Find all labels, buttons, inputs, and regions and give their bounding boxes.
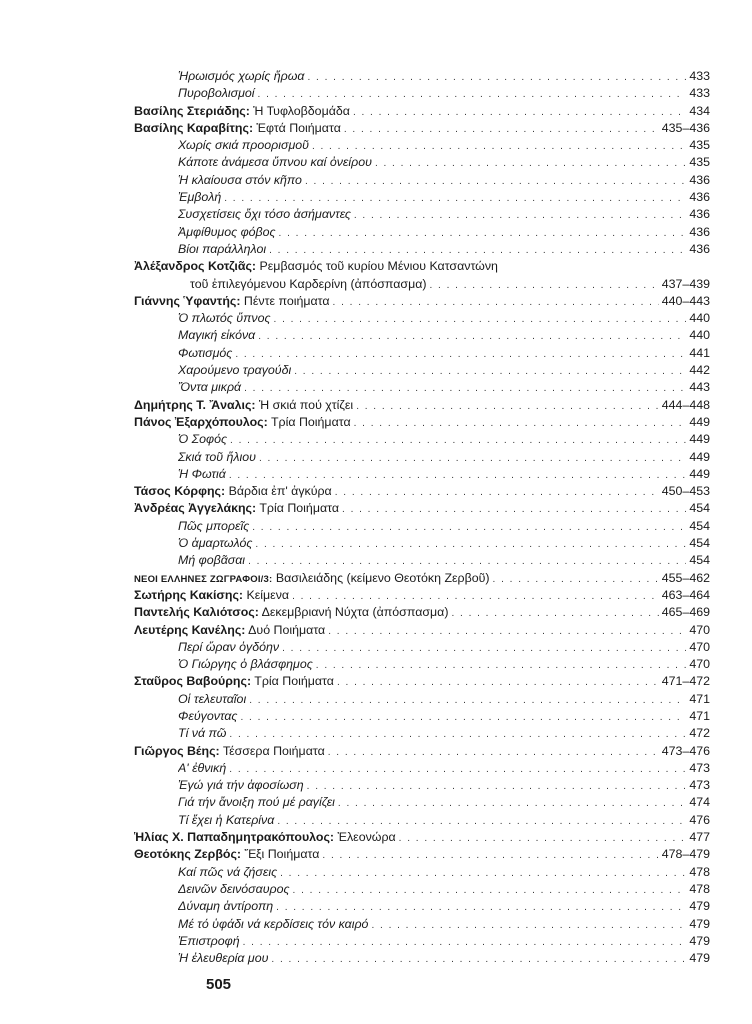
- dot-leader: [240, 709, 686, 725]
- author-entry: [134, 846, 322, 863]
- poem-title: Βίοι παράλληλοι: [178, 241, 267, 256]
- author-entry: [134, 587, 292, 604]
- toc-entry: [0, 500, 752, 517]
- poem-title: Ἐγώ γιά τήν ἀφοσίωση: [178, 778, 304, 793]
- author-entry: [134, 622, 328, 639]
- toc-entry: [0, 950, 752, 967]
- toc-entry: [0, 397, 752, 414]
- page-ref: 479: [689, 951, 710, 966]
- toc-entry: [0, 483, 752, 500]
- poem-title: Ὁ ἁμαρτωλός: [178, 536, 253, 551]
- page-ref: 479: [689, 933, 710, 948]
- page-ref: 433: [689, 86, 710, 101]
- work-title: Βασιλειάδης (κείμενο Θεοτόκη Ζερβοῦ): [275, 570, 490, 585]
- poem-title: Κάποτε ἀνάμεσα ὕπνου καί ὀνείρου: [178, 155, 372, 170]
- author-name: Γιάννης Ὑφαντής:: [134, 293, 241, 308]
- dot-leader: [230, 432, 686, 448]
- author-entry: [134, 258, 501, 275]
- author-entry: [134, 829, 399, 846]
- dot-leader: [255, 536, 686, 552]
- poem-title: Ἐπιστροφή: [178, 933, 240, 948]
- page-ref: 449: [689, 449, 710, 464]
- page-ref: 444–448: [661, 397, 710, 412]
- page-ref: 479: [689, 899, 710, 914]
- work-title: Ἡ Τυφλοβδομάδα: [253, 103, 350, 118]
- dot-leader: [274, 311, 687, 327]
- dot-leader: [271, 951, 686, 967]
- dot-leader: [333, 294, 659, 310]
- author-name: Παντελής Καλιότσος:: [134, 605, 259, 620]
- author-name: Δημήτρης Τ. Ἄναλις:: [134, 397, 256, 412]
- page-ref: 450–453: [661, 484, 710, 499]
- dot-leader: [307, 778, 687, 794]
- dot-leader: [292, 588, 659, 604]
- page-ref: 436: [689, 207, 710, 222]
- dot-leader: [277, 813, 686, 829]
- dot-leader: [354, 415, 687, 431]
- poem-title: Φεύγοντας: [178, 708, 238, 723]
- page-number: 505: [206, 976, 232, 993]
- dot-leader: [294, 363, 686, 379]
- page-ref: 463–464: [661, 587, 710, 602]
- author-entry: [134, 293, 333, 310]
- page-ref: 473–476: [661, 743, 710, 758]
- toc-entry: [0, 864, 752, 881]
- author-entry: [134, 120, 344, 137]
- toc-entry: [0, 414, 752, 431]
- dot-leader: [229, 467, 687, 483]
- dot-leader: [356, 398, 659, 414]
- page-ref: 471: [689, 708, 710, 723]
- section-label: ΝΕΟΙ ΕΛΛΗΝΕΣ ΖΩΓΡΑΦΟΙ/3:: [134, 573, 273, 585]
- author-entry: [134, 103, 353, 120]
- author-name: Σωτήρης Κακίσης:: [134, 587, 244, 602]
- dot-leader: [249, 692, 686, 708]
- poem-title: Ὁ Σοφός: [178, 432, 228, 447]
- dot-leader: [252, 519, 686, 535]
- toc-entry: [0, 85, 752, 102]
- poem-title: Τί ἔχει ἡ Κατερίνα: [178, 812, 275, 827]
- page-ref: 478: [689, 881, 710, 896]
- page-ref: 436: [689, 190, 710, 205]
- page-ref: 473: [689, 760, 710, 775]
- dot-leader: [451, 605, 658, 621]
- toc-entry: [0, 362, 752, 379]
- page-ref: 472: [689, 726, 710, 741]
- work-title: Τρία Ποιήματα: [259, 501, 340, 516]
- dot-leader: [235, 346, 686, 362]
- poem-title: Χωρίς σκιά προορισμοῦ: [178, 138, 309, 153]
- toc-entry: [0, 881, 752, 898]
- page-ref: 436: [689, 224, 710, 239]
- poem-title: Μέ τό ὑφάδι νά κερδίσεις τόν καιρό: [178, 916, 369, 931]
- poem-title: Φωτισμός: [178, 345, 233, 360]
- dot-leader: [375, 155, 686, 171]
- dot-leader: [328, 623, 686, 639]
- poem-title: Γιά τήν ἄνοιξη πού μέ ραγίζει: [178, 795, 335, 810]
- dot-leader: [308, 69, 687, 85]
- poem-title: Τί νά πῶ: [178, 726, 227, 741]
- page-ref: 433: [689, 69, 710, 83]
- poem-title: Ἡ ἐλευθερία μου: [178, 951, 269, 966]
- poem-title: Ἡ Φωτιά: [178, 466, 226, 481]
- toc-entry: [0, 708, 752, 725]
- dot-leader: [259, 450, 686, 466]
- toc-entry: [0, 68, 752, 85]
- author-name: Σταῦρος Βαβούρης:: [134, 674, 252, 689]
- work-title: Δυό Ποιήματα: [248, 622, 326, 637]
- dot-leader: [322, 847, 658, 863]
- page-ref: 471: [689, 691, 710, 706]
- page-ref: 454: [689, 501, 710, 516]
- page-ref: 465–469: [661, 605, 710, 620]
- dot-leader: [229, 726, 686, 742]
- toc-entry: [0, 794, 752, 811]
- page-ref: 434: [689, 103, 710, 118]
- author-entry: [134, 604, 451, 621]
- dot-leader: [276, 899, 686, 915]
- author-entry: [134, 743, 328, 760]
- toc-entry: [0, 431, 752, 448]
- page-ref: 449: [689, 432, 710, 447]
- dot-leader: [371, 917, 686, 933]
- page-ref: 449: [689, 414, 710, 429]
- poem-title: Δύναμη ἀντίροπη: [178, 899, 274, 914]
- poem-title: Συσχετίσεις ὄχι τόσο ἀσήμαντες: [178, 207, 351, 222]
- page-ref: 476: [689, 812, 710, 827]
- toc-entry: [0, 103, 752, 120]
- page-ref: 470: [689, 657, 710, 672]
- toc-entry: [0, 933, 752, 950]
- page-ref: 436: [689, 172, 710, 187]
- page-ref: 477: [689, 830, 710, 845]
- work-title: Ἐλεονώρα: [337, 830, 396, 845]
- poem-title: Πυροβολισμοί: [178, 86, 255, 101]
- page-ref: 479: [689, 916, 710, 931]
- toc-entry: [0, 379, 752, 396]
- poem-title: Α' ἐθνική: [178, 760, 227, 775]
- toc-entry: [0, 829, 752, 846]
- toc-entry: [0, 656, 752, 673]
- page-ref: 478–479: [661, 847, 710, 862]
- toc-entry: [0, 673, 752, 690]
- toc-entry: [0, 466, 752, 483]
- page-ref: 449: [689, 466, 710, 481]
- work-title: Ρεμβασμός τοῦ κυρίου Μένιου Κατσαντώνη: [259, 259, 498, 274]
- author-name: Τάσος Κόρφης:: [134, 484, 226, 499]
- toc-entry: [0, 172, 752, 189]
- author-name: Ἡλίας Χ. Παπαδημητρακόπουλος:: [134, 830, 335, 845]
- work-title: Ἡ σκιά πού χτίζει: [259, 397, 354, 412]
- toc-entry: [0, 916, 752, 933]
- author-name: Πάνος Ἐξαρχόπουλος:: [134, 414, 268, 429]
- toc-entry: [0, 639, 752, 656]
- dot-leader: [344, 121, 659, 137]
- page-ref: 440: [689, 311, 710, 326]
- dot-leader: [258, 86, 687, 102]
- toc-entry: [0, 241, 752, 258]
- toc-entry: [0, 812, 752, 829]
- toc-entry: [0, 570, 752, 587]
- toc-entry: [0, 206, 752, 223]
- dot-leader: [280, 865, 686, 881]
- author-entry: [134, 500, 342, 517]
- table-of-contents: [0, 68, 752, 967]
- poem-title: Δεινῶν δεινόσαυρος: [178, 881, 290, 896]
- page-ref: 437–439: [661, 276, 710, 291]
- author-name: Βασίλης Στεριάδης:: [134, 103, 250, 118]
- author-name: Ἀνδρέας Ἀγγελάκης:: [134, 501, 257, 516]
- dot-leader: [258, 328, 686, 344]
- dot-leader: [244, 380, 686, 396]
- toc-entry: [0, 120, 752, 137]
- page-ref: 470: [689, 639, 710, 654]
- page-ref: 435: [689, 155, 710, 170]
- poem-title: Πῶς μπορεῖς: [178, 518, 250, 533]
- page-ref: 435: [689, 138, 710, 153]
- page-ref: 435–436: [661, 120, 710, 135]
- page-ref: 440: [689, 328, 710, 343]
- author-entry: [134, 483, 335, 500]
- page-ref: 443: [689, 380, 710, 395]
- page-ref: 454: [689, 536, 710, 551]
- dot-leader: [279, 225, 687, 241]
- toc-entry: [0, 224, 752, 241]
- work-title: Ἑφτά Ποιήματα: [256, 120, 341, 135]
- toc-entry: [0, 327, 752, 344]
- work-title: Δεκεμβριανή Νύχτα (ἀπόσπασμα): [261, 605, 449, 620]
- author-entry: [134, 414, 354, 431]
- page-ref: 436: [689, 241, 710, 256]
- dot-leader: [229, 761, 686, 777]
- poem-title: Περί ὥραν ὀγδόην: [178, 639, 280, 654]
- page-ref: 471–472: [661, 674, 710, 689]
- page-ref: 470: [689, 622, 710, 637]
- poem-title: Χαρούμενο τραγούδι: [178, 363, 292, 378]
- toc-entry: [0, 137, 752, 154]
- toc-entry: [0, 449, 752, 466]
- author-entry: [134, 397, 356, 414]
- poem-title: Μή φοβᾶσαι: [178, 553, 246, 568]
- poem-title: Ὄντα μικρά: [178, 380, 242, 395]
- poem-title: Ἡ κλαίουσα στόν κῆπο: [178, 172, 302, 187]
- page-ref: 441: [689, 345, 710, 360]
- page-ref: 478: [689, 864, 710, 879]
- toc-entry: [0, 587, 752, 604]
- dot-leader: [353, 104, 686, 120]
- toc-entry: [0, 518, 752, 535]
- author-name: Γιῶργος Βέης:: [134, 743, 220, 758]
- dot-leader: [328, 744, 659, 760]
- dot-leader: [337, 674, 659, 690]
- page-ref: 440–443: [661, 293, 710, 308]
- poem-title: Σκιά τοῦ ἥλιου: [178, 449, 256, 464]
- poem-title: Ἐμβολή: [178, 190, 222, 205]
- toc-entry: [0, 725, 752, 742]
- work-title: Πέντε ποιήματα: [243, 293, 330, 308]
- work-title: Κείμενα: [246, 587, 290, 602]
- dot-leader: [312, 138, 686, 154]
- poem-title: Ὁ πλωτός ὕπνος: [178, 311, 271, 326]
- dot-leader: [248, 553, 686, 569]
- dot-leader: [243, 934, 687, 950]
- toc-entry: [0, 154, 752, 171]
- dot-leader: [269, 242, 686, 258]
- page-ref: 473: [689, 778, 710, 793]
- dot-leader: [224, 190, 686, 206]
- dot-leader: [342, 501, 686, 517]
- toc-entry: [0, 760, 752, 777]
- work-title: Τέσσερα Ποιήματα: [222, 743, 325, 758]
- work-title-continued: τοῦ ἐπιλεγόμενου Καρδερίνη (ἀπόσπασμα): [190, 276, 427, 291]
- poem-title: Οἱ τελευταῖοι: [178, 691, 247, 706]
- dot-leader: [430, 277, 659, 293]
- dot-leader: [399, 830, 687, 846]
- poem-title: Μαγική εἰκόνα: [178, 328, 256, 343]
- page-ref: 454: [689, 518, 710, 533]
- page-ref: 442: [689, 363, 710, 378]
- toc-entry: [0, 622, 752, 639]
- page-ref: 455–462: [661, 570, 710, 585]
- work-title: Ἔξι Ποιήματα: [244, 847, 320, 862]
- author-name: Ἀλέξανδρος Κοτζιᾶς:: [134, 259, 257, 274]
- author-name: Θεοτόκης Ζερβός:: [134, 847, 242, 862]
- toc-entry: [0, 846, 752, 863]
- dot-leader: [354, 207, 686, 223]
- dot-leader: [305, 173, 686, 189]
- page-ref: 474: [689, 795, 710, 810]
- dot-leader: [335, 484, 659, 500]
- section-entry: [134, 570, 493, 587]
- work-title: Βάρδια ἐπ' ἀγκύρα: [228, 484, 332, 499]
- toc-entry: [0, 258, 752, 275]
- poem-title: Ἀμφίθυμος φόβος: [178, 224, 276, 239]
- toc-entry: [0, 604, 752, 621]
- toc-entry: [0, 535, 752, 552]
- dot-leader: [316, 657, 687, 673]
- toc-entry: [0, 310, 752, 327]
- toc-entry: [0, 189, 752, 206]
- toc-entry: [0, 345, 752, 362]
- toc-entry: [0, 276, 752, 293]
- toc-entry: [0, 293, 752, 310]
- poem-title: Καί πῶς νά ζήσεις: [178, 864, 278, 879]
- dot-leader: [338, 795, 686, 811]
- dot-leader: [293, 882, 687, 898]
- author-name: Λευτέρης Κανέλης:: [134, 622, 246, 637]
- poem-title: Ὁ Γιώργης ὁ βλάσφημος: [178, 657, 313, 672]
- page-ref: 454: [689, 553, 710, 568]
- toc-entry: [0, 743, 752, 760]
- author-name: Βασίλης Καραβίτης:: [134, 120, 254, 135]
- dot-leader: [493, 571, 659, 587]
- toc-entry: [0, 552, 752, 569]
- toc-entry: [0, 777, 752, 794]
- toc-entry: [0, 898, 752, 915]
- poem-title: Ἡρωισμός χωρίς ἥρωα: [178, 69, 305, 83]
- toc-entry: [0, 691, 752, 708]
- author-entry: [134, 673, 337, 690]
- dot-leader: [282, 640, 686, 656]
- work-title: Τρία Ποιήματα: [254, 674, 334, 689]
- work-title: Τρία Ποιήματα: [270, 414, 351, 429]
